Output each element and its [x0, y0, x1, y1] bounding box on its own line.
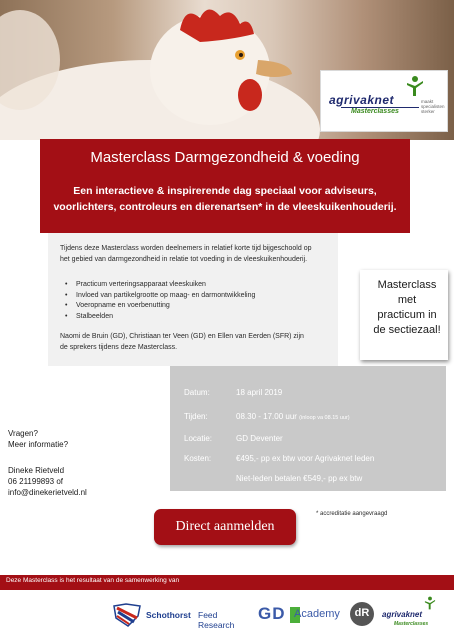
contact-question-2: Meer informatie? [8, 440, 69, 449]
speakers-line-1: Naomi de Bruin (GD), Christiaan ter Veen (GD) en Ellen van Eerden (SFR) zijn [60, 333, 304, 340]
content-section [48, 233, 338, 366]
intro-line-2: het gebied van darmgezondheid in relatie tot voeding in de vleeskuikenhouderij. [60, 256, 308, 263]
tijden-label: Tijden: [184, 412, 208, 421]
intro-line-1: Tijdens deze Masterclass worden deelnemers in relatief korte tijd bijgeschoold op [60, 245, 312, 252]
page-title: Masterclass Darmgezondheid & voeding [90, 149, 360, 166]
title-band [40, 139, 410, 233]
practicum-callout [360, 270, 448, 360]
contact-name: Dineke Rietveld [8, 466, 65, 475]
kosten-value-members: €495,- pp ex btw voor Agrivaknet leden [236, 454, 375, 463]
agri-small-word: agrivaknet [382, 610, 423, 619]
gd-academy-word: Academy [294, 608, 340, 620]
dr-logo [350, 602, 374, 626]
footer-band [0, 575, 454, 590]
topics-list [60, 280, 255, 322]
page-subtitle [50, 183, 400, 215]
gd-mark: GD [258, 604, 286, 623]
logo-wordmark: agrivaknet [329, 93, 395, 107]
list-item: • Stalbeelden [76, 312, 255, 323]
contact-email[interactable]: info@dinekerietveld.nl [8, 488, 87, 497]
contact-question-1: Vragen? [8, 429, 38, 438]
agrivaknet-logo-small [380, 596, 450, 636]
register-button[interactable]: Direct aanmelden [154, 509, 296, 545]
schothorst-sub: Feed Research [198, 610, 235, 630]
logo-tagline: maakt specialisten sterker [421, 99, 445, 114]
speakers-line-2: de sprekers tijdens deze Masterclass. [60, 344, 178, 351]
agrivaknet-logo [320, 70, 448, 132]
gd-academy-logo [258, 604, 344, 628]
schothorst-name: Schothorst [146, 610, 191, 620]
subtitle-line-2: voorlichters, controleurs en dierenartsen* in de vleeskuikenhouderij. [53, 201, 397, 213]
tijden-value-wrap [236, 412, 350, 421]
logo-subtitle: Masterclasses [351, 108, 399, 115]
agri-small-sub: Masterclasses [394, 621, 429, 627]
dr-mark: dR [354, 607, 370, 619]
callout-text [370, 278, 444, 338]
subtitle-line-1: Een interactieve & inspirerende dag speciaal voor adviseurs, [73, 185, 377, 197]
intro-text [60, 243, 330, 265]
callout-line-1: Masterclass [377, 279, 437, 291]
callout-line-3: practicum in [377, 309, 437, 321]
kosten-label: Kosten: [184, 454, 212, 463]
locatie-label: Locatie: [184, 434, 213, 443]
schothorst-logo [112, 602, 252, 630]
accreditation-note: * accreditatie aangevraagd [316, 511, 388, 517]
contact-details [8, 465, 87, 498]
datum-label: Datum: [184, 388, 210, 397]
agrivaknet-figure-icon-small [424, 596, 436, 610]
callout-line-2: met [397, 294, 417, 306]
partner-logos [0, 590, 454, 642]
kosten-value-nonmembers: Niet-leden betalen €549,- pp ex btw [236, 474, 363, 483]
datum-value: 18 april 2019 [236, 388, 283, 397]
callout-line-4: de sectiezaal! [373, 324, 441, 336]
speakers-text [60, 331, 330, 353]
list-item: • Voeropname en voerbenutting [76, 301, 255, 312]
agrivaknet-figure-icon [406, 75, 424, 97]
event-details [170, 366, 446, 491]
footer-text: Deze Masterclass is het resultaat van de samenwerking van [6, 577, 180, 584]
tijden-note: (inloop va 08.15 uur) [299, 415, 350, 421]
locatie-value: GD Deventer [236, 434, 283, 443]
tijden-value: 08.30 - 17.00 uur [236, 412, 297, 421]
list-item: • Practicum verteringsapparaat vleeskuiken [76, 280, 255, 291]
schothorst-emblem-icon [112, 602, 142, 628]
contact-phone: 06 21199893 of [8, 477, 64, 486]
contact-questions [8, 428, 68, 450]
list-item: • Invloed van partikelgrootte op maag- en darmontwikkeling [76, 291, 255, 302]
